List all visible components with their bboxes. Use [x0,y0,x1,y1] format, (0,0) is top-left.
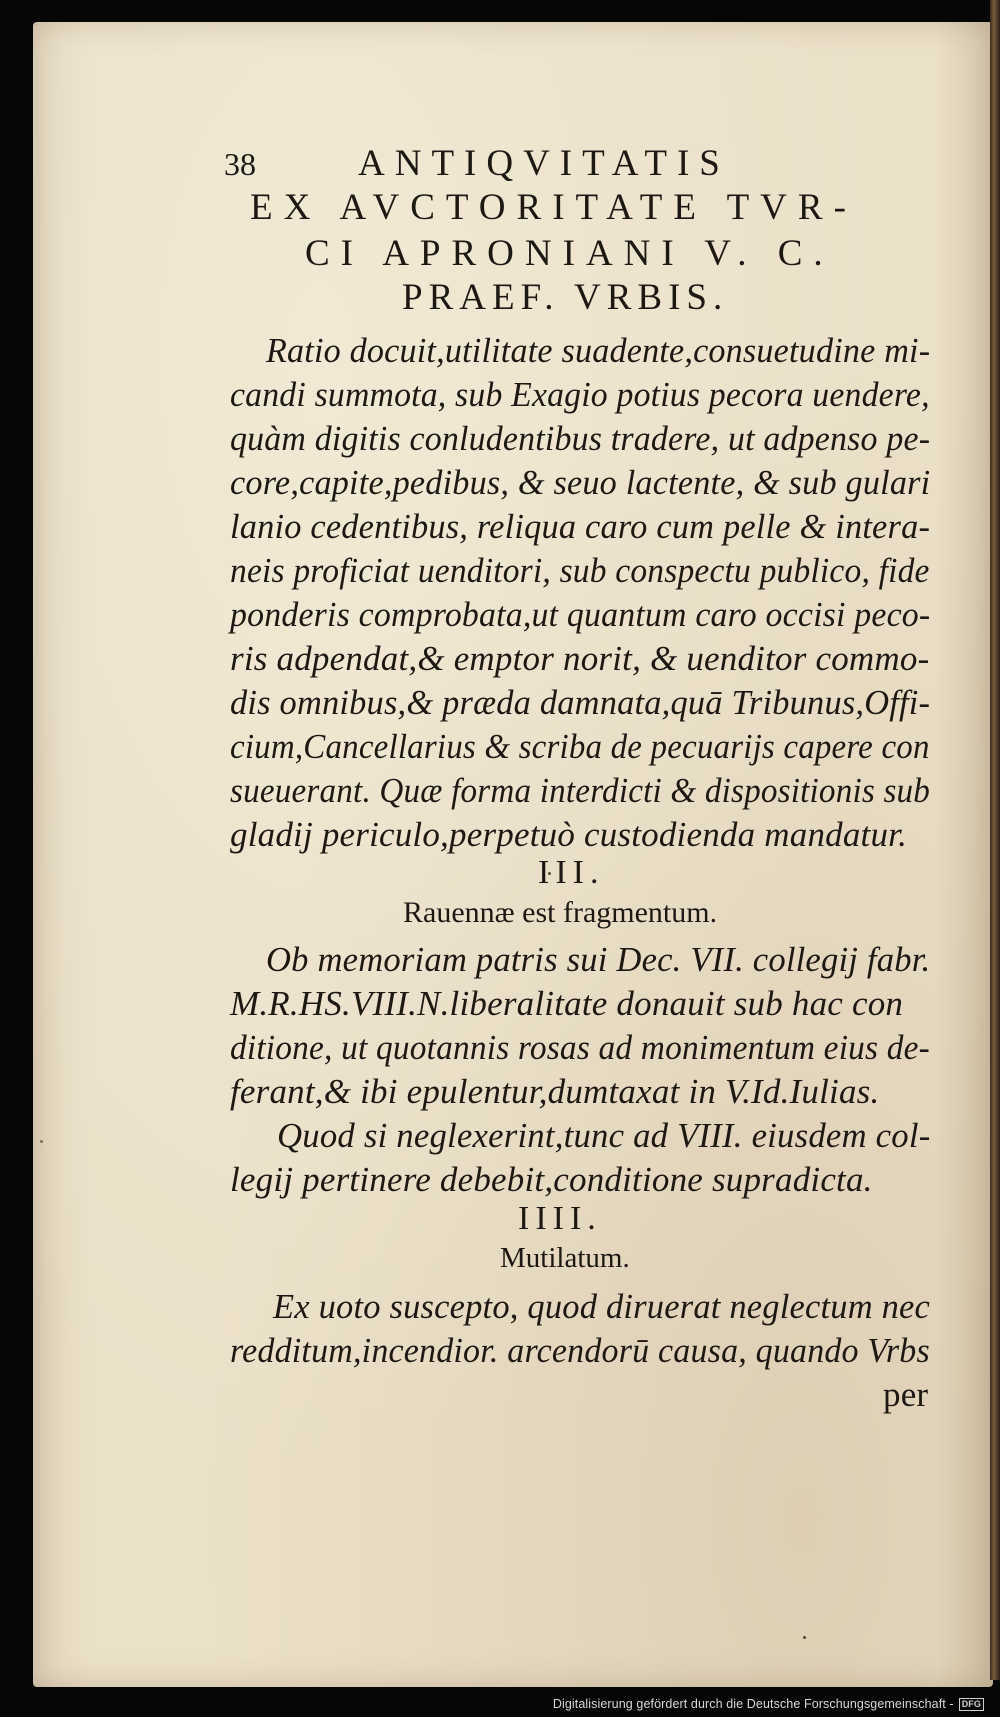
heading-line-3: PRAEF. VRBIS. [402,277,729,318]
body-line: dis omnibus,& præda damnata,quā Tribunus,Offi- [230,683,931,722]
section-number: IIII. [518,1200,602,1237]
body-line: quàm digitis conludentibus tradere, ut adpenso pe- [230,419,931,458]
page-edge [990,0,1000,1680]
section-subtitle: Mutilatum. [500,1242,630,1274]
body-line: gladij periculo,perpetuò custodienda mandatur. [230,815,908,854]
heading-line-1: EX AVCTORITATE TVR- [250,187,857,228]
page-number: 38 [224,146,256,182]
heading-line-2: CI APRONIANI V. C. [305,233,834,274]
body-line: cium,Cancellarius & scriba de pecuarijs capere con [230,727,930,766]
body-line: Quod si neglexerint,tunc ad VIII. eiusdem col- [277,1116,931,1155]
body-line: candi summota, sub Exagio potius pecora uendere, [230,375,930,414]
body-line: neis proficiat uenditori, sub conspectu publico, fide [230,551,930,590]
body-line: lanio cedentibus, reliqua caro cum pelle & intera- [230,507,931,546]
body-line: ris adpendat,& emptor norit, & uenditor commo- [230,639,930,678]
footer [553,1697,984,1711]
paper-speck [40,1140,43,1143]
body-line: Ratio docuit,utilitate suadente,consuetudine mi- [266,331,931,370]
body-line: ferant,& ibi epulentur,dumtaxat in V.Id.Iulias. [230,1072,880,1111]
body-line: core,capite,pedibus, & seuo lactente, & sub gulari [230,463,931,502]
body-line: ditione, ut quotannis rosas ad monimentum eius de- [230,1028,930,1067]
dfg-logo: DFG [959,1698,984,1711]
body-line: redditum,incendior. arcendorū causa, quando Vrbs [230,1331,930,1370]
body-line: Ob memoriam patris sui Dec. VII. collegij fabr. [266,940,931,979]
body-line: ponderis comprobata,ut quantum caro occisi peco- [230,595,931,634]
body-line: sueuerant. Quæ forma interdicti & dispositionis sub [230,771,931,810]
footer-text: Digitalisierung gefördert durch die Deutsche Forschungsgemeinschaft - [552,1697,954,1711]
catchword: per [883,1375,929,1414]
paper-speck [803,1636,806,1639]
body-line: legij pertinere debebit,conditione supradicta. [230,1160,873,1199]
body-line: M.R.HS.VIII.N.liberalitate donauit sub hac con [230,984,904,1023]
running-title: ANTIQVITATIS [358,143,730,184]
section-subtitle: Rauennæ est fragmentum. [403,896,718,929]
section-number: III. [538,854,605,891]
body-line: Ex uoto suscepto, quod diruerat neglectum nec [273,1287,931,1326]
